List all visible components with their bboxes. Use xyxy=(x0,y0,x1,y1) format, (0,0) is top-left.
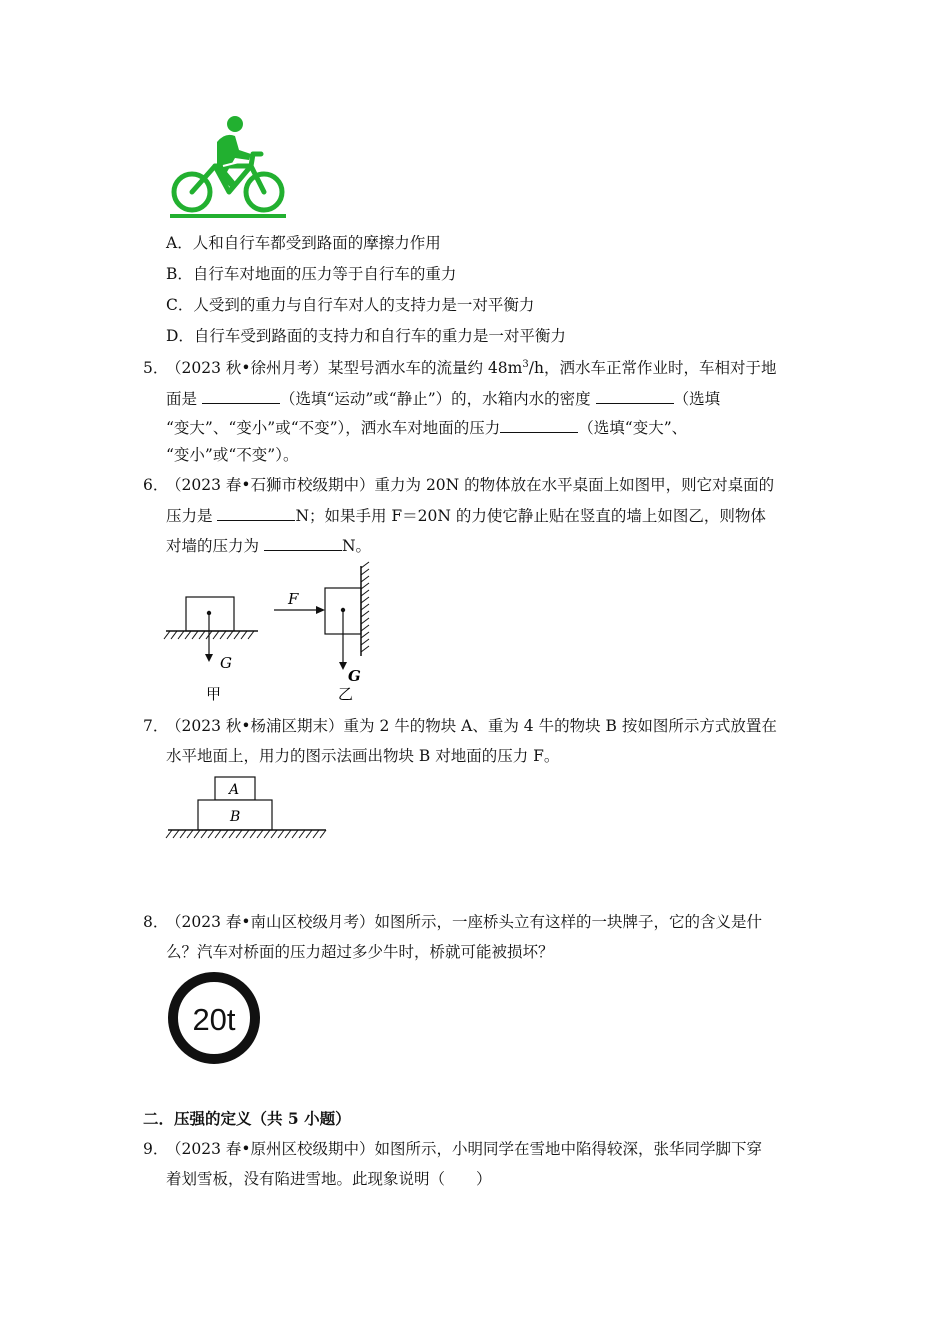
block-b-label: B xyxy=(230,809,241,825)
weight-limit-text: 20t xyxy=(192,1002,236,1037)
q8-number: 8． xyxy=(143,913,169,931)
q6-line-3 xyxy=(166,535,371,556)
answer-blank[interactable] xyxy=(264,535,342,551)
q6-text-3a: 对墙的压力为 xyxy=(166,537,264,555)
q5-number: 5． xyxy=(143,359,169,377)
q9-line-1: （2023 春•原州区校级期中）如图所示，小明同学在雪地中陷得较深，张华同学脚下穿 xyxy=(166,1140,763,1158)
q5-line-1 xyxy=(166,358,776,378)
q6-force-diagram xyxy=(160,560,390,706)
q5-line-3 xyxy=(166,417,687,438)
weight-limit-sign xyxy=(166,970,262,1066)
q6-text-2a: 压力是 xyxy=(166,507,218,525)
answer-blank[interactable] xyxy=(596,388,674,404)
q6-g-label-1: G xyxy=(220,654,232,672)
q5-line-4: “变小”或“不变”）。 xyxy=(166,446,299,464)
q4-option-d: D．自行车受到路面的支持力和自行车的重力是一对平衡力 xyxy=(166,327,566,345)
q5-text-1a: （2023 秋•徐州月考）某型号洒水车的流量约 48m xyxy=(166,359,523,377)
cyclist-figure xyxy=(165,114,291,220)
q6-g-label-2: G xyxy=(348,667,361,685)
q6-caption-jia: 甲 xyxy=(206,685,222,703)
q5-line-2 xyxy=(166,388,720,409)
q5-text-3b: （选填“变大”、 xyxy=(578,419,688,437)
block-a-label: A xyxy=(229,782,240,798)
answer-blank[interactable] xyxy=(217,505,295,521)
q9-line-2: 着划雪板，没有陷进雪地。此现象说明（ ） xyxy=(166,1170,492,1188)
q9-number: 9． xyxy=(143,1140,169,1158)
q8-line-2: 么？汽车对桥面的压力超过多少牛时，桥就可能被损坏？ xyxy=(166,943,554,961)
q6-f-label: F xyxy=(288,590,299,608)
q7-line-2: 水平地面上，用力的图示法画出物块 B 对地面的压力 F。 xyxy=(166,747,560,765)
q6-text-2b: N；如果手用 F＝20N 的力使它静止贴在竖直的墙上如图乙，则物体 xyxy=(295,507,766,525)
q5-sup: 3 xyxy=(522,358,529,370)
q6-line-1: （2023 春•石狮市校级期中）重力为 20N 的物体放在水平桌面上如图甲，则它对桌面的 xyxy=(166,476,775,494)
answer-blank[interactable] xyxy=(500,417,578,433)
section-heading: 二．压强的定义（共 5 小题） xyxy=(143,1109,351,1128)
q6-line-2 xyxy=(166,505,766,526)
q4-option-c: C．人受到的重力与自行车对人的支持力是一对平衡力 xyxy=(166,296,535,314)
q6-number: 6． xyxy=(143,476,169,494)
q5-text-2a: 面是 xyxy=(166,390,202,408)
q6-text-3b: N。 xyxy=(341,537,372,555)
answer-blank[interactable] xyxy=(202,388,280,404)
q6-caption-yi: 乙 xyxy=(338,685,354,703)
q7-blocks-diagram xyxy=(160,772,335,842)
q4-option-b: B．自行车对地面的压力等于自行车的重力 xyxy=(166,265,457,283)
q5-text-2c: （选填 xyxy=(673,390,721,408)
q8-line-1: （2023 春•南山区校级月考）如图所示，一座桥头立有这样的一块牌子，它的含义是什 xyxy=(166,913,763,931)
q5-text-3a: “变大”、“变小”或“不变”），洒水车对地面的压力 xyxy=(166,419,501,437)
q5-text-2b: （选填“运动”或“静止”）的，水箱内水的密度 xyxy=(279,390,596,408)
q5-text-1b: /h，洒水车正常作业时，车相对于地 xyxy=(528,359,777,377)
q7-number: 7． xyxy=(143,717,169,735)
q4-option-a: A．人和自行车都受到路面的摩擦力作用 xyxy=(166,234,441,252)
q7-line-1: （2023 秋•杨浦区期末）重为 2 牛的物块 A、重为 4 牛的物块 B 按如图所示方式放置在 xyxy=(166,717,777,735)
